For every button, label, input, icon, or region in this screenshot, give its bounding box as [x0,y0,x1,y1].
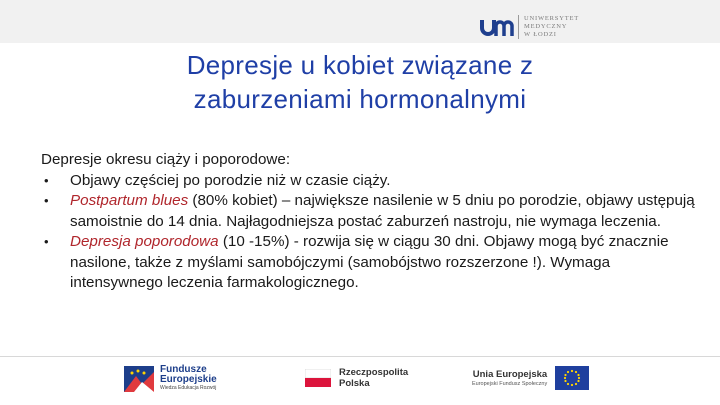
intro-text: Depresje okresu ciąży i poporodowe: [41,151,291,168]
bullet-item [41,171,701,192]
bullet-list [41,171,701,294]
slide-title [0,48,720,116]
um-logo-line1: UNIWERSYTET [524,15,580,22]
bullet-text: (80% kobiet) – największe nasilenie w 5 dniu po porodzie, objawy ustępują samoistnie do 14 dnia. Najłagodniejsza postać zaburzeń nastroju, nie wymaga leczenia. [70,192,695,230]
ue-subtitle: Europejski Fundusz Społeczny [472,380,548,387]
fundusze-europejskie-logo [124,365,217,392]
bullet-term: Depresja poporodowa [70,233,219,250]
bullet-text: Objawy częściej po porodzie niż w czasie ciąży. [70,171,391,189]
rp-line2: Polska [339,378,370,389]
polish-flag-icon [305,369,331,387]
title-line2: zaburzeniami hormonalnymi [193,84,527,114]
fe-subtitle: Wiedza Edukacja Rozwój [160,385,217,391]
bullet-item [41,232,701,294]
bullet-icon: • [44,234,49,249]
unia-europejska-logo [472,366,589,390]
bullet-item [41,191,701,232]
um-logo-line2: MEDYCZNY [524,23,568,30]
slide-content [41,150,701,294]
fe-line1: Fundusze [160,364,207,375]
bullet-icon: • [44,193,49,208]
title-line1: Depresje u kobiet związane z [186,50,534,80]
eu-flag-icon [555,366,589,390]
footer-logos [0,356,720,405]
um-logo-line3: W ŁODZI [524,31,557,38]
bullet-icon: • [44,172,49,188]
um-logo-mark-icon [480,16,514,38]
bullet-term: Postpartum blues [70,192,189,209]
bullet-text: (10 -15%) - rozwija się w ciągu 30 dni. Objawy mogą być znacznie nasilone, także z myślami samobójczymi (samobójstwo rozszerzone !). Wymaga intensywnego leczenia farmakologicznego. [70,233,669,291]
rp-line1: Rzeczpospolita [339,367,409,378]
university-logo [480,10,579,44]
fe-stars-icon [124,366,154,392]
header-bar [0,0,720,43]
rzeczpospolita-logo [305,367,408,389]
ue-line1: Unia Europejska [472,368,548,380]
fe-line2: Europejskie [160,374,217,385]
